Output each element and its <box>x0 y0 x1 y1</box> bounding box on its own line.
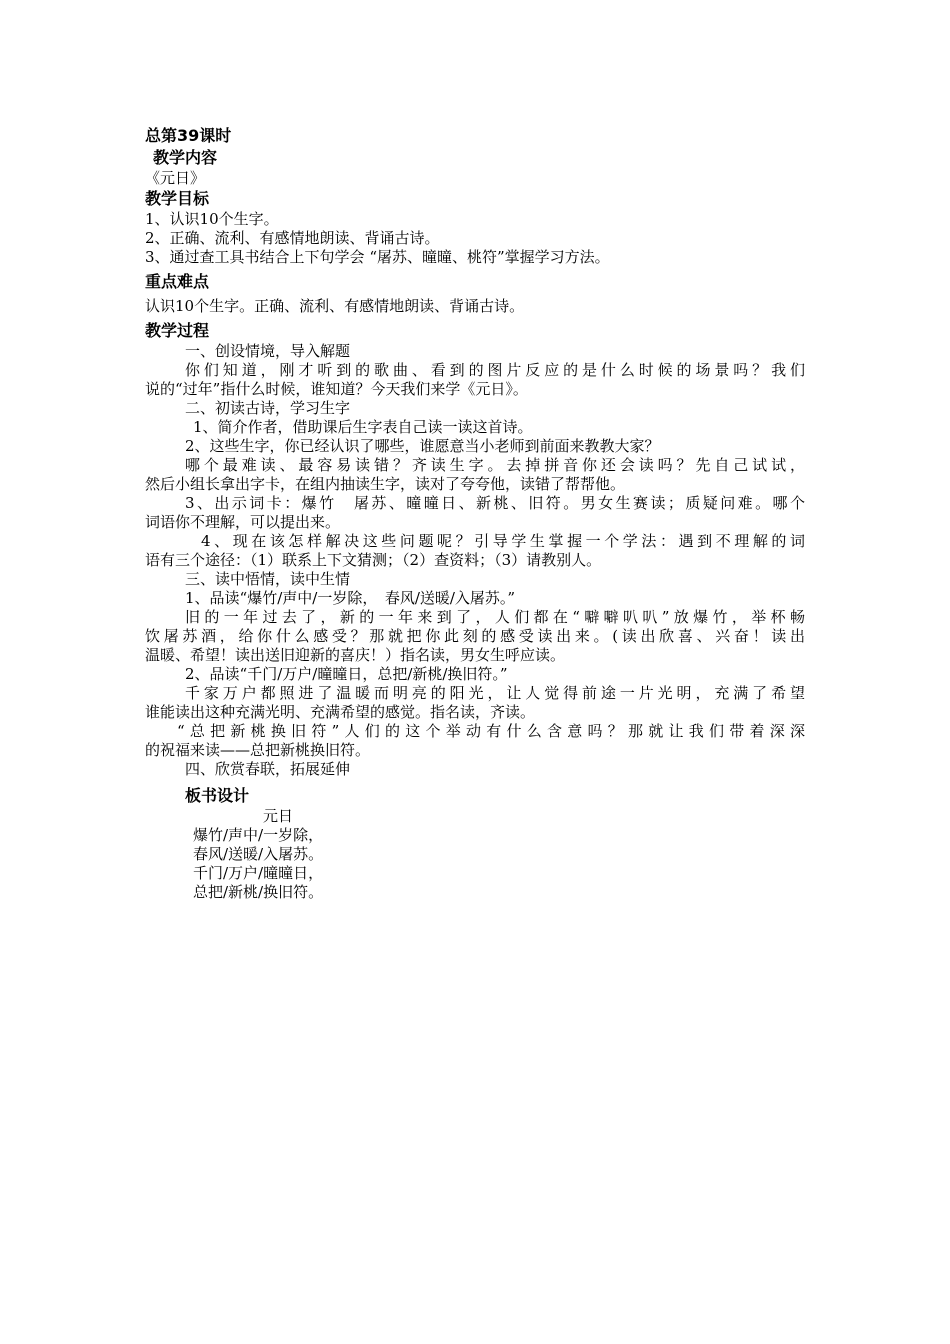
content-heading: 教学内容 <box>153 148 218 167</box>
process-line: 哪个最难读、最容易读错？齐读生字。去掉拼音你还会读吗？先自己试试， <box>185 456 805 474</box>
process-line: 三、读中悟情，读中生情 <box>185 570 351 588</box>
board-line: 爆竹/声中/一岁除， <box>193 826 324 844</box>
board-line: 春风/送暖/入屠苏。 <box>193 845 324 863</box>
process-line: 饮屠苏酒，给你什么感受？那就把你此刻的感受读出来。(读出欣喜、兴奋！读出 <box>145 627 805 645</box>
goals-heading: 教学目标 <box>145 189 210 208</box>
process-line: 3、出示词卡：爆竹 屠苏、曈曈日、新桃、旧符。男女生赛读；质疑问难。哪个 <box>185 494 805 512</box>
goal-item: 2、正确、流利、有感情地朗读、背诵古诗。 <box>145 229 440 247</box>
board-line: 总把/新桃/换旧符。 <box>193 883 324 901</box>
key-points-text: 认识10个生字。正确、流利、有感情地朗读、背诵古诗。 <box>145 297 525 315</box>
process-line: 语有三个途径：（1）联系上下文猜测；（2）查资料；（3）请教别人。 <box>145 551 602 569</box>
key-points-heading: 重点难点 <box>145 272 210 291</box>
process-line: 1、简介作者，借助课后生字表自己读一读这首诗。 <box>193 418 533 436</box>
process-line: 温暖、希望！读出送旧迎新的喜庆！）指名读，男女生呼应读。 <box>145 646 566 664</box>
process-line: “总把新桃换旧符”人们的这个举动有什么含意吗？那就让我们带着深深 <box>177 722 805 740</box>
board-title: 元日 <box>263 807 294 825</box>
process-line: 1、品读“爆竹/声中/一岁除， 春风/送暖/入屠苏。” <box>185 589 516 607</box>
process-line: 你们知道，刚才听到的歌曲、看到的图片反应的是什么时候的场景吗？我们 <box>185 361 805 379</box>
document-page <box>145 125 805 902</box>
process-line: 的祝福来读——总把新桃换旧符。 <box>145 741 371 759</box>
process-line: 4、现在该怎样解决这些问题呢？引导学生掌握一个学法：遇到不理解的词 <box>201 532 805 550</box>
process-line: 说的“过年”指什么时候，谁知道？今天我们来学《元日》。 <box>145 380 528 398</box>
lesson-number: 总第39课时 <box>145 126 232 145</box>
lesson-title: 《元日》 <box>145 169 206 187</box>
process-line: 2、这些生字，你已经认识了哪些，谁愿意当小老师到前面来教教大家？ <box>185 437 660 455</box>
board-heading: 板书设计 <box>185 786 250 805</box>
process-line: 二、初读古诗，学习生字 <box>185 399 351 417</box>
board-line: 千门/万户/曈曈日， <box>193 864 324 882</box>
process-line: 词语你不理解，可以提出来。 <box>145 513 341 531</box>
process-line: 谁能读出这种充满光明、充满希望的感觉。指名读，齐读。 <box>145 703 536 721</box>
process-line: 旧的一年过去了，新的一年来到了，人们都在“噼噼叭叭”放爆竹，举杯畅 <box>185 608 805 626</box>
goal-item: 3、通过查工具书结合上下句学会 “屠苏、曈曈、桃符”掌握学习方法。 <box>145 248 610 266</box>
process-line: 一、创设情境，导入解题 <box>185 342 351 360</box>
process-line: 千家万户都照进了温暖而明亮的阳光，让人觉得前途一片光明，充满了希望 <box>185 684 805 702</box>
process-heading: 教学过程 <box>145 321 210 340</box>
process-line: 2、品读“千门/万户/曈曈日，总把/新桃/换旧符。” <box>185 665 508 683</box>
goal-item: 1、认识10个生字。 <box>145 210 279 228</box>
process-line: 四、欣赏春联，拓展延伸 <box>185 760 351 778</box>
process-line: 然后小组长拿出字卡，在组内抽读生字，读对了夸夸他，读错了帮帮他。 <box>145 475 626 493</box>
